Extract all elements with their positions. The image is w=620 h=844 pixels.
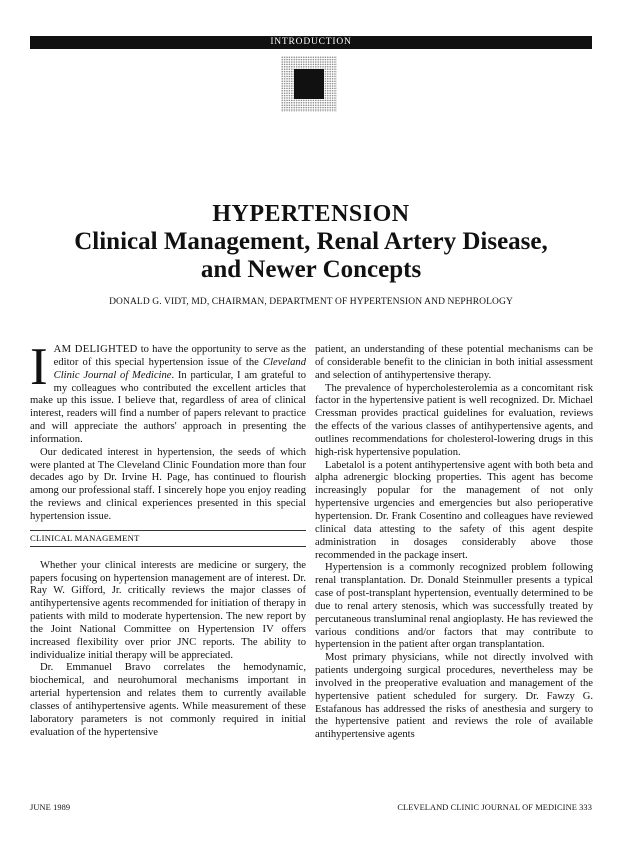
footer-date: JUNE 1989	[30, 803, 71, 812]
paragraph: Our dedicated interest in hypertension, the seeds of which were planted at The Cleveland Clinic Foundation more than four decades ago by Dr. Irvine H. Page, has continued to flourish among our professional staff. I sincerely hope you enjoy reading the reviews and clinical experiences presented in this special hypertension issue.	[30, 446, 306, 522]
intro-text-a: to have the opportunity to serve as the editor of this special hypertension issue of the	[53, 344, 306, 368]
author-byline: DONALD G. VIDT, MD, CHAIRMAN, DEPARTMENT OF HYPERTENSION AND NEPHROLOGY	[109, 297, 513, 307]
right-column	[315, 344, 593, 742]
paragraph: Whether your clinical interests are medicine or surgery, the papers focusing on hypertension management are of interest. Dr. Ray W. Gifford, Jr. critically reviews the major classes of antihypertensive agents recommended for initiation of therapy in patients with mild to moderate hypertension. The new report by the Joint National Committee on Hypertension IV offers increased flexibility over prior JNC reports. The ability to individualize initial therapy will be appreciated.	[30, 559, 306, 661]
lead-in-caps: AM DELIGHTED	[53, 344, 138, 355]
article-title	[30, 200, 592, 284]
intro-text-b: . In particular, I am grateful to my colleagues who contributed the excellent articles that make up this issue. I believe that, regardless of area of clinical interest, readers will find a number of papers relevant to practice and will appreciate the authors' approach in presenting the information.	[30, 369, 307, 445]
paragraph: The prevalence of hypercholesterolemia as a concomitant risk factor in the hypertensive patient is well recognized. Dr. Michael Cressman provides practical guidelines for evaluation, reviews the effects of the various classes of antihypertensive agents, and outlines recommendations for cholesterol-lowering drugs in this high-risk hypertensive population.	[315, 382, 593, 458]
paragraph: Hypertension is a commonly recognized problem following renal transplantation. Dr. Donald Steinmuller presents a typical case of post-transplant hypertension, eventually determined to be due to renal artery stenosis, which was successfully treated by percutaneous transluminal renal angioplasty. He has reviewed the various conditions and/or factors that may contribute to hypertension in the patient after organ transplantation.	[315, 562, 593, 651]
paragraph: Dr. Emmanuel Bravo correlates the hemodynamic, biochemical, and neurohumoral mechanisms important in arterial hypertension and relates them to currently available classes of antihypertensive agents. While measurement of these laboratory parameters is not commonly required in initial evaluation of the hypertensive	[30, 662, 306, 738]
left-column	[30, 338, 307, 739]
paragraph: patient, an understanding of these potential mechanisms can be of considerable benefit to the clinician in both initial assessment and selection of antihypertensive therapy.	[315, 344, 593, 381]
section-label: INTRODUCTION	[270, 37, 352, 47]
title-line-2: Clinical Management, Renal Artery Disease,	[74, 228, 548, 255]
drop-cap: I	[30, 338, 48, 396]
paragraph: Most primary physicians, while not directly involved with patients undergoing surgical procedures, nevertheless may be involved in the preoperative evaluation and management of the hypertensive patient scheduled for surgery. Dr. Fawzy G. Estafanous has addressed the risks of anesthesia and surgery to the hypertensive patient and reviews the role of available antihypertensive agents	[315, 652, 593, 741]
section-heading: CLINICAL MANAGEMENT	[30, 530, 306, 547]
title-line-1: HYPERTENSION	[212, 201, 410, 227]
footer-page-number: CLEVELAND CLINIC JOURNAL OF MEDICINE 333	[397, 803, 592, 812]
journal-logo-square-icon	[281, 56, 337, 112]
paragraph-intro	[30, 338, 307, 447]
paragraph: Labetalol is a potent antihypertensive agent with both beta and alpha adrenergic blocking properties. This agent has become increasingly popular for the management of not only hypertensive urgencies and emergencies but also perioperative hypertension. Dr. Frank Cosentino and colleagues have reviewed clinical data attesting to the safety of this agent despite administration in dosages considerably above those recommended in the package insert.	[315, 459, 593, 561]
section-banner	[30, 36, 592, 49]
journal-name: Cleveland Clinic Journal of Medicine	[53, 356, 306, 381]
title-line-3: and Newer Concepts	[200, 256, 422, 283]
